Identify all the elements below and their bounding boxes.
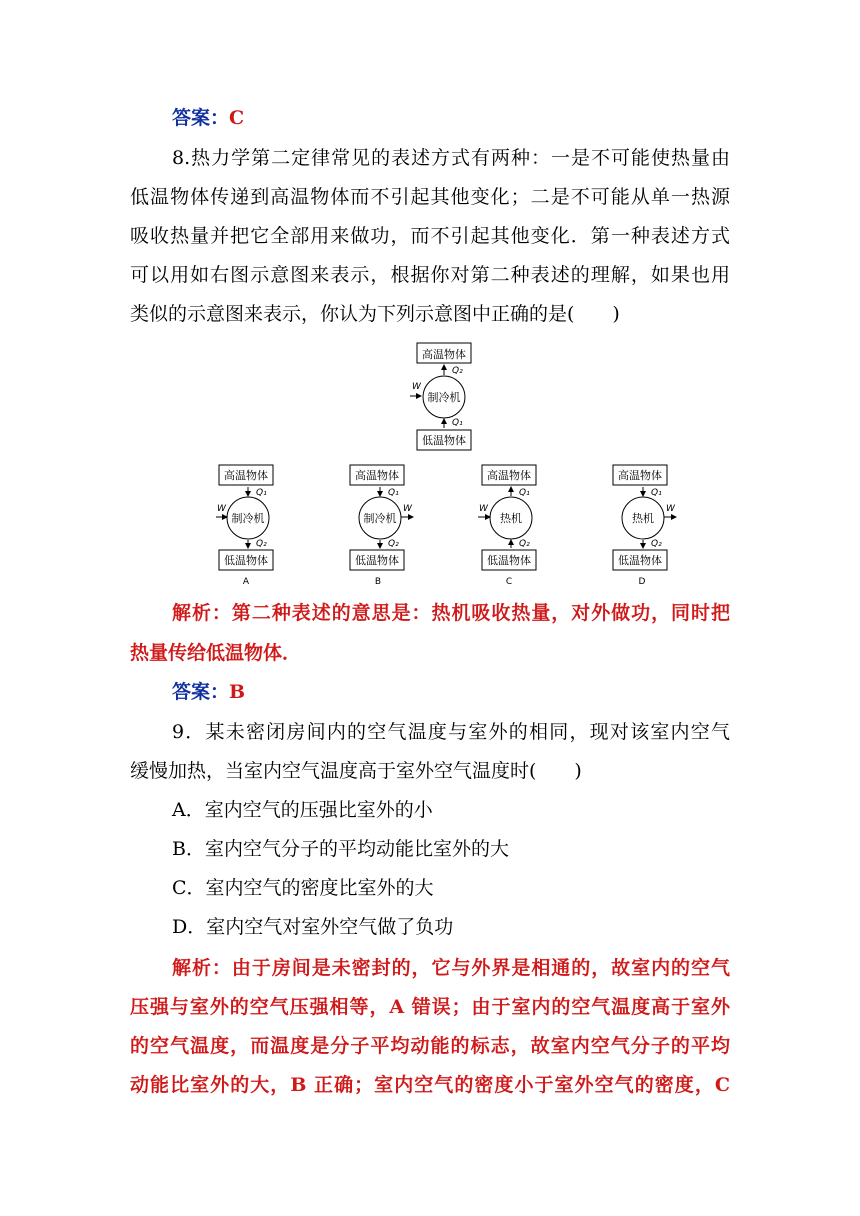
q-bottom-label: Q₂ [256, 539, 267, 549]
reference-diagram [410, 343, 471, 450]
hot-body-label: 高温物体 [487, 469, 531, 482]
q9-option-d: D．室内空气对室外空气做了负功 [172, 916, 454, 938]
q-top-label: Q₁ [651, 488, 662, 498]
hot-body-label: 高温物体 [618, 469, 662, 482]
q9-option-b: B．室内空气分子的平均动能比室外的大 [172, 838, 509, 860]
analysis9-line-4: 动能比室外的大，B 正确；室内空气的密度小于室外空气的密度，C [130, 1074, 730, 1096]
analysis-label: 解析： [172, 602, 232, 624]
option-letter: B [374, 577, 382, 587]
q-top-label: Q₁ [388, 488, 399, 498]
option-diagram-c [478, 465, 536, 587]
option-letter: C [505, 577, 513, 587]
analysis-label: 解析： [172, 957, 232, 979]
answer-line-2 [172, 680, 730, 704]
answer-label: 答案： [172, 107, 230, 129]
q-top-label: Q₁ [256, 488, 267, 498]
answer-label: 答案： [172, 681, 230, 703]
machine-label: 制冷机 [427, 391, 461, 404]
w-label: W [666, 504, 675, 514]
analysis9-line-2: 压强与室外的空气压强相等，A 错误；由于室内的空气温度高于室外 [130, 996, 730, 1018]
thermo-diagram [0, 0, 860, 600]
w-label: W [217, 504, 226, 514]
q-bottom-label: Q₂ [388, 539, 399, 549]
cold-body-label: 低温物体 [487, 554, 531, 567]
analysis-text: 由于房间是未密封的，它与外界是相通的，故室内的空气 [231, 957, 730, 979]
hot-body-label: 高温物体 [224, 469, 268, 482]
machine-label: 制冷机 [363, 512, 397, 525]
q9-line-2: 缓慢加热，当室内空气温度高于室外空气温度时( ) [130, 760, 582, 782]
analysis9-line-1 [172, 956, 730, 980]
cold-body-label: 低温物体 [422, 434, 466, 447]
option-diagram-d [613, 465, 676, 587]
cold-body-label: 低温物体 [224, 554, 268, 567]
answer-value: C [229, 107, 245, 129]
q-bottom-label: Q₂ [651, 539, 662, 549]
analysis9-line-3: 的空气温度，而温度是分子平均动能的标志，故室内空气分子的平均 [130, 1035, 730, 1057]
q-bottom-label: Q₁ [452, 418, 463, 428]
w-label: W [412, 382, 421, 392]
answer-value: B [229, 681, 246, 703]
q9-option-c: C．室内空气的密度比室外的大 [172, 877, 434, 899]
analysis-text: 第二种表述的意思是：热机吸收热量，对外做功，同时把 [231, 602, 730, 624]
option-diagram-a [216, 465, 273, 587]
q9-option-a: A．室内空气的压强比室外的小 [172, 799, 433, 821]
cold-body-label: 低温物体 [355, 554, 399, 567]
w-label: W [479, 504, 488, 514]
q9-line-1: 9．某未密闭房间内的空气温度与室外的相同，现对该室内空气 [172, 721, 730, 743]
machine-label: 制冷机 [231, 512, 265, 525]
q-bottom-label: Q₂ [519, 539, 530, 549]
q8-line-3: 吸收热量并把它全部用来做功，而不引起其他变化．第一种表述方式 [130, 225, 730, 247]
analysis8-line-1 [172, 601, 730, 625]
option-diagram-b [350, 465, 413, 587]
hot-body-label: 高温物体 [422, 348, 466, 361]
q-top-label: Q₂ [452, 366, 463, 376]
q8-line-4: 可以用如右图示意图来表示，根据你对第二种表述的理解，如果也用 [130, 264, 730, 286]
hot-body-label: 高温物体 [355, 469, 399, 482]
option-letter: D [638, 577, 646, 587]
cold-body-label: 低温物体 [618, 554, 662, 567]
machine-label: 热机 [632, 512, 654, 525]
q-top-label: Q₁ [519, 488, 530, 498]
analysis8-line-2: 热量传给低温物体． [130, 642, 302, 664]
q8-line-5: 类似的示意图来表示，你认为下列示意图中正确的是( ) [130, 303, 620, 325]
w-label: W [403, 504, 412, 514]
machine-label: 热机 [500, 512, 522, 525]
q8-line-1: 8.热力学第二定律常见的表述方式有两种：一是不可能使热量由 [172, 147, 730, 169]
option-letter: A [242, 577, 250, 587]
q8-line-2: 低温物体传递到高温物体而不引起其他变化；二是不可能从单一热源 [130, 186, 730, 208]
